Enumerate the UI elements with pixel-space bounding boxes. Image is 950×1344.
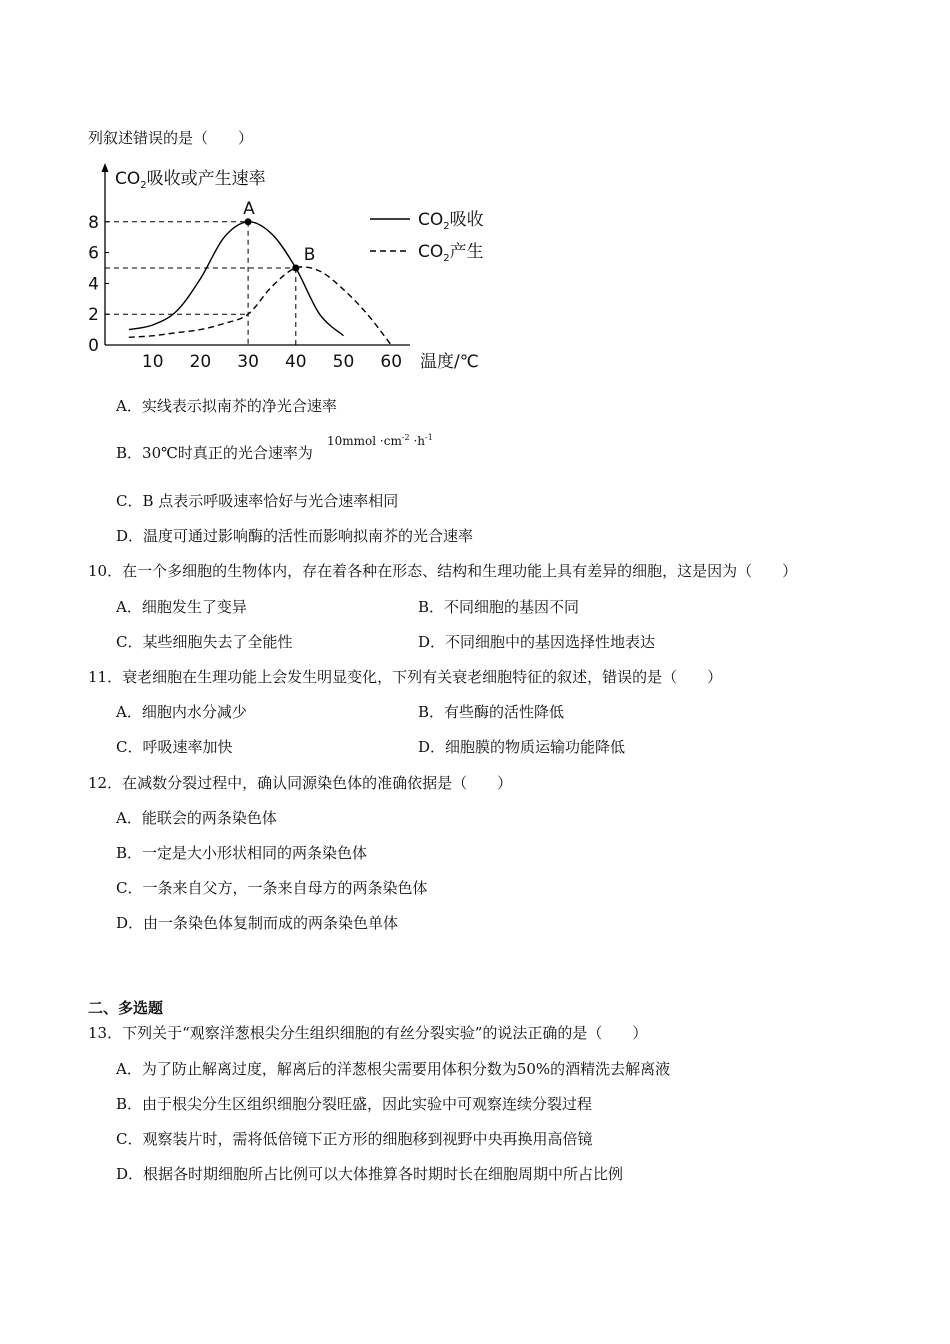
x-tick-label-40: 40 — [284, 352, 307, 372]
legend-label-produce: $CO_2$产生 — [418, 242, 484, 264]
q13-option-a[interactable]: A．为了防止解离过度，解离后的洋葱根尖需要用体积分数为50%的酒精洗去解离液 — [116, 1060, 671, 1078]
chart-axes — [102, 163, 411, 345]
q11-option-b[interactable]: B．有些酶的活性降低 — [418, 703, 565, 721]
q10-option-a[interactable]: A．细胞发生了变异 — [116, 598, 247, 616]
q10-option-c[interactable]: C．某些细胞失去了全能性 — [116, 633, 293, 651]
x-tick-label-10: 10 — [141, 352, 164, 372]
q11-stem: 11．衰老细胞在生理功能上会发生明显变化，下列有关衰老细胞特征的叙述，错误的是（ ） — [88, 668, 723, 686]
x-tick-label-20: 20 — [189, 352, 212, 372]
q11-option-d[interactable]: D．细胞膜的物质运输功能降低 — [418, 738, 626, 756]
q12-option-c[interactable]: C．一条来自父方，一条来自母方的两条染色体 — [116, 879, 428, 897]
q13-option-b[interactable]: B．由于根尖分生区组织细胞分裂旺盛，因此实验中可观察连续分裂过程 — [116, 1095, 593, 1113]
q12-option-b[interactable]: B．一定是大小形状相同的两条染色体 — [116, 844, 368, 862]
q9-option-c[interactable]: C．B 点表示呼吸速率恰好与光合速率相同 — [116, 492, 399, 510]
q13-option-d[interactable]: D．根据各时期细胞所占比例可以大体推算各时期时长在细胞周期中所占比例 — [116, 1165, 624, 1183]
chart-legend — [370, 210, 484, 264]
q12-stem: 12．在减数分裂过程中，确认同源染色体的准确依据是（ ） — [88, 774, 513, 792]
rate-unit: 10mmol $\cdot cm^{-2} \cdot h^{-1}$ — [327, 433, 433, 448]
q9-option-a[interactable]: A．实线表示拟南芥的净光合速率 — [116, 397, 337, 415]
x-axis-title: 温度/℃ — [420, 352, 479, 372]
point-a — [245, 218, 252, 225]
q13-stem: 13．下列关于“观察洋葱根尖分生组织细胞的有丝分裂实验”的说法正确的是（ ） — [88, 1024, 648, 1042]
q12-option-d[interactable]: D．由一条染色体复制而成的两条染色单体 — [116, 914, 399, 932]
q9-stem-tail: 列叙述错误的是（ ） — [88, 129, 254, 147]
q11-option-c[interactable]: C．呼吸速率加快 — [116, 738, 233, 756]
x-tick-label-50: 50 — [332, 352, 355, 372]
y-tick-label-6: 6 — [88, 243, 99, 264]
q13-option-c[interactable]: C．观察装片时，需将低倍镜下正方形的细胞移到视野中央再换用高倍镜 — [116, 1130, 593, 1148]
legend-label-absorb: $CO_2$吸收 — [418, 210, 484, 232]
point-label-a: A — [243, 198, 255, 219]
x-tick-label-60: 60 — [380, 352, 403, 372]
y-axis-title: $CO_2$吸收或产生速率 — [115, 169, 266, 191]
y-axis-arrow — [102, 163, 109, 172]
q9-option-b[interactable]: B．30℃时真正的光合速率为 — [116, 444, 313, 462]
series-line-co2-produce — [129, 267, 391, 345]
y-tick-label-4: 4 — [88, 274, 99, 295]
y-tick-label-2: 2 — [88, 305, 99, 326]
q10-stem: 10．在一个多细胞的生物体内，存在着各种在形态、结构和生理功能上具有差异的细胞，这是因为（ ） — [88, 562, 798, 580]
point-label-b: B — [303, 245, 316, 265]
y-tick-label-8: 8 — [88, 212, 99, 233]
q10-option-b[interactable]: B．不同细胞的基因不同 — [418, 598, 580, 616]
point-b — [292, 265, 299, 272]
y-tick-label-0: 0 — [88, 336, 99, 356]
q11-option-a[interactable]: A．细胞内水分减少 — [116, 703, 247, 721]
series-line-co2-absorb — [129, 222, 344, 336]
q12-option-a[interactable]: A．能联会的两条染色体 — [116, 809, 277, 827]
section-title-multi-choice: 二、多选题 — [88, 999, 164, 1017]
q9-option-d[interactable]: D．温度可通过影响酶的活性而影响拟南芥的光合速率 — [116, 527, 474, 545]
q10-option-d[interactable]: D．不同细胞中的基因选择性地表达 — [418, 633, 656, 651]
co2-rate-chart — [88, 160, 508, 375]
x-tick-label-30: 30 — [237, 352, 259, 372]
